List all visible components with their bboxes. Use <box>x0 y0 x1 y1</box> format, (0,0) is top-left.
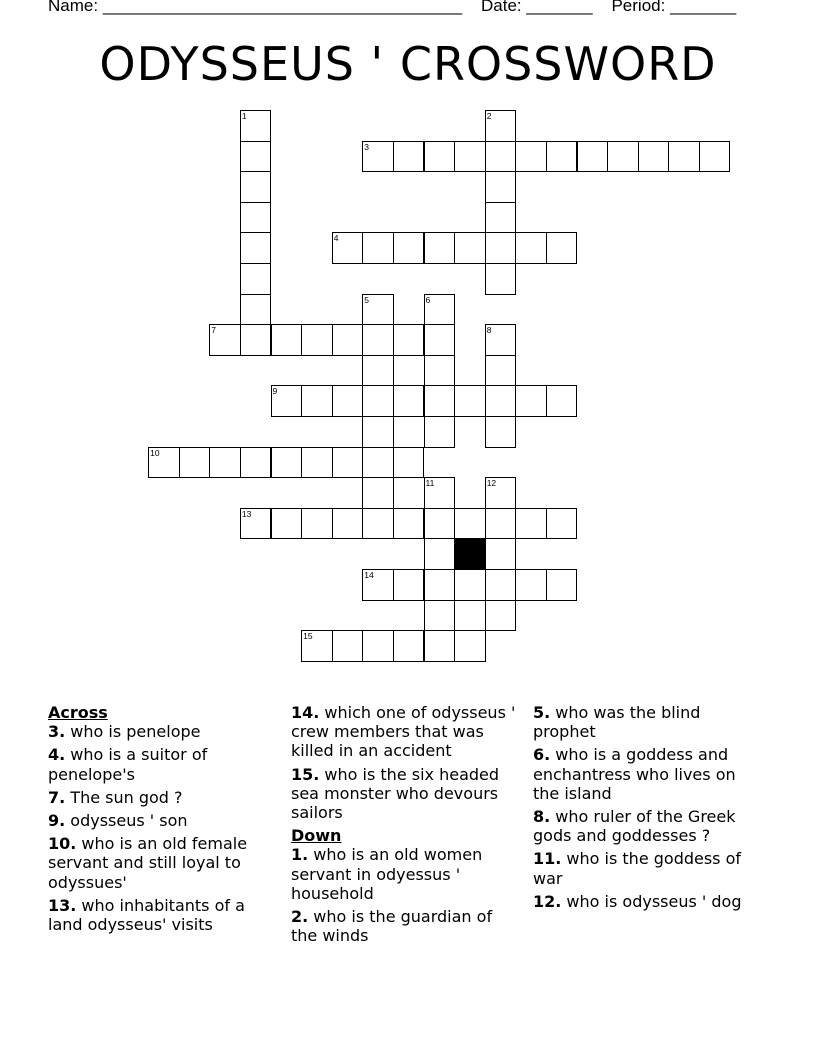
grid-cell[interactable] <box>515 508 547 540</box>
grid-cell[interactable] <box>393 630 425 662</box>
clue-item-text: who is the goddess of war <box>533 849 742 888</box>
clue-item-number: 12. <box>533 891 562 911</box>
grid-cell[interactable] <box>393 141 425 173</box>
grid-cell[interactable] <box>485 600 517 632</box>
grid-cell[interactable] <box>485 202 517 234</box>
grid-cell[interactable] <box>454 385 486 417</box>
grid-cell[interactable] <box>240 202 272 234</box>
clue-item <box>48 788 278 807</box>
grid-cell[interactable] <box>424 141 456 173</box>
grid-cell[interactable] <box>301 324 333 356</box>
clue-item <box>291 845 521 903</box>
clue-item-text: who ruler of the Greek gods and goddesses ? <box>533 807 736 846</box>
clue-item-text: who is penelope <box>65 722 201 742</box>
grid-cell[interactable] <box>240 232 272 264</box>
grid-cell[interactable] <box>485 263 517 295</box>
black-square <box>454 538 486 570</box>
across-clue-list <box>48 722 278 934</box>
clue-item <box>48 811 278 830</box>
clue-item-number: 4. <box>48 745 66 765</box>
grid-cell[interactable] <box>546 508 578 540</box>
clue-item <box>291 703 521 761</box>
name-label: Name: <box>48 0 99 15</box>
grid-cell[interactable] <box>362 324 394 356</box>
clues-column-3 <box>533 703 763 915</box>
grid-cell[interactable] <box>515 569 547 601</box>
grid-cell[interactable] <box>240 263 272 295</box>
grid-cell[interactable] <box>424 477 456 509</box>
page-title: ODYSSEUS ' CROSSWORD <box>99 37 717 91</box>
clue-item <box>48 722 278 741</box>
clue-item <box>533 745 763 803</box>
grid-cell[interactable] <box>362 447 394 479</box>
grid-cell[interactable] <box>638 141 670 173</box>
grid-cell[interactable] <box>362 569 394 601</box>
grid-cell[interactable] <box>362 294 394 326</box>
grid-cell[interactable] <box>424 416 456 448</box>
clue-number: 5 <box>364 294 370 305</box>
grid-cell[interactable] <box>301 508 333 540</box>
clues-column-1 <box>48 703 278 938</box>
clues-column-2 <box>291 703 521 949</box>
grid-cell[interactable] <box>240 324 272 356</box>
grid-cell[interactable] <box>240 171 272 203</box>
clue-item-text: who inhabitants of a land odysseus' visits <box>48 895 245 935</box>
grid-cell[interactable] <box>424 232 456 264</box>
across-heading: Across <box>48 703 108 722</box>
grid-cell[interactable] <box>424 630 456 662</box>
clue-item-number: 13. <box>48 895 77 915</box>
grid-cell[interactable] <box>485 171 517 203</box>
clue-number: 4 <box>333 233 339 244</box>
grid-cell[interactable] <box>515 385 547 417</box>
clue-item <box>533 849 763 887</box>
grid-cell[interactable] <box>393 324 425 356</box>
grid-cell[interactable] <box>240 141 272 173</box>
period-blank[interactable]: _______ <box>670 0 737 15</box>
clue-item-number: 3. <box>48 722 66 742</box>
grid-cell[interactable] <box>332 385 364 417</box>
clue-item-text: which one of odysseus ' crew members that was killed in an accident <box>291 703 516 761</box>
clue-item <box>48 834 278 892</box>
grid-cell[interactable] <box>332 630 364 662</box>
clue-item-number: 9. <box>48 811 66 831</box>
grid-cell[interactable] <box>485 232 517 264</box>
date-label: Date: <box>481 0 522 15</box>
clue-item-text: who is an old women servant in odyessus ' household <box>291 845 483 903</box>
clue-item <box>48 896 278 934</box>
grid-cell[interactable] <box>699 141 731 173</box>
grid-cell[interactable] <box>515 232 547 264</box>
clue-item-number: 11. <box>533 849 562 869</box>
name-blank[interactable]: ______________________________________ <box>102 0 463 15</box>
clue-item-number: 8. <box>533 807 551 827</box>
grid-cell[interactable] <box>240 447 272 479</box>
grid-cell[interactable] <box>577 141 609 173</box>
grid-cell[interactable] <box>485 416 517 448</box>
clue-number: 3 <box>364 141 370 152</box>
down-clue-list-continued <box>533 703 763 911</box>
grid-cell[interactable] <box>362 630 394 662</box>
grid-cell[interactable] <box>424 569 456 601</box>
clue-item-number: 14. <box>291 703 320 722</box>
clue-number: 9 <box>272 386 278 397</box>
grid-cell[interactable] <box>546 385 578 417</box>
grid-cell[interactable] <box>546 569 578 601</box>
grid-cell[interactable] <box>454 630 486 662</box>
grid-cell[interactable] <box>485 141 517 173</box>
down-heading: Down <box>291 826 342 846</box>
clue-number: 15 <box>303 631 313 642</box>
grid-cell[interactable] <box>301 630 333 662</box>
grid-cell[interactable] <box>209 324 241 356</box>
grid-cell[interactable] <box>271 385 303 417</box>
grid-cell[interactable] <box>546 232 578 264</box>
grid-cell[interactable] <box>485 110 517 142</box>
grid-cell[interactable] <box>240 294 272 326</box>
grid-cell[interactable] <box>424 294 456 326</box>
grid-cell[interactable] <box>454 141 486 173</box>
grid-cell[interactable] <box>179 447 211 479</box>
grid-cell[interactable] <box>485 538 517 570</box>
period-label: Period: <box>611 0 666 15</box>
grid-cell[interactable] <box>362 416 394 448</box>
grid-cell[interactable] <box>424 600 456 632</box>
clue-number: 12 <box>486 478 497 489</box>
grid-cell[interactable] <box>515 141 547 173</box>
clue-item <box>291 765 521 823</box>
clue-item-number: 7. <box>48 787 66 807</box>
grid-cell[interactable] <box>485 477 517 509</box>
clue-item-text: who is a suitor of penelope's <box>48 745 208 784</box>
clue-item <box>533 807 763 845</box>
grid-cell[interactable] <box>362 385 394 417</box>
clue-item-number: 6. <box>533 745 551 765</box>
grid-cell[interactable] <box>362 141 394 173</box>
down-clue-list <box>291 845 521 945</box>
grid-cell[interactable] <box>362 355 394 387</box>
across-clue-list-continued <box>291 703 521 822</box>
grid-cell[interactable] <box>271 324 303 356</box>
clue-number: 10 <box>150 447 160 458</box>
grid-cell[interactable] <box>362 232 394 264</box>
clue-item-number: 10. <box>48 834 77 854</box>
grid-cell[interactable] <box>424 385 456 417</box>
grid-cell[interactable] <box>454 569 486 601</box>
grid-cell[interactable] <box>240 110 272 142</box>
clue-item-number: 2. <box>291 907 309 927</box>
grid-cell[interactable] <box>332 324 364 356</box>
clue-number: 8 <box>486 325 492 336</box>
clue-number: 2 <box>486 111 492 121</box>
clue-item-number: 1. <box>291 845 309 865</box>
clue-item-text: who is the guardian of the winds <box>291 907 493 946</box>
clue-number: 13 <box>241 508 252 519</box>
clue-number: 1 <box>241 111 247 121</box>
grid-cell[interactable] <box>271 447 303 479</box>
clue-item <box>291 907 521 945</box>
grid-cell[interactable] <box>332 508 364 540</box>
grid-cell[interactable] <box>485 355 517 387</box>
clue-item <box>533 892 763 911</box>
grid-cell[interactable] <box>454 508 486 540</box>
clue-number: 6 <box>425 294 431 305</box>
clue-number: 14 <box>364 570 374 580</box>
grid-cell[interactable] <box>301 385 333 417</box>
clue-item-number: 15. <box>291 764 320 784</box>
clue-item-text: odysseus ' son <box>65 811 188 831</box>
grid-cell[interactable] <box>301 447 333 479</box>
grid-cell[interactable] <box>271 508 303 540</box>
clue-item-text: who was the blind prophet <box>533 703 701 742</box>
grid-cell[interactable] <box>332 447 364 479</box>
clue-item-text: The sun god ? <box>65 787 183 807</box>
grid-cell[interactable] <box>393 385 425 417</box>
clue-item-text: who is the six headed sea monster who devours sailors <box>291 764 500 823</box>
grid-cell[interactable] <box>393 232 425 264</box>
clue-item <box>48 745 278 783</box>
clue-number: 7 <box>211 325 217 336</box>
grid-cell[interactable] <box>424 508 456 540</box>
grid-cell[interactable] <box>485 569 517 601</box>
grid-cell[interactable] <box>148 447 180 479</box>
clue-item-text: who is odysseus ' dog <box>561 891 742 911</box>
clue-number: 11 <box>425 478 435 489</box>
grid-cell[interactable] <box>607 141 639 173</box>
grid-cell[interactable] <box>362 508 394 540</box>
grid-cell[interactable] <box>209 447 241 479</box>
date-blank[interactable]: _______ <box>526 0 593 15</box>
clue-item-text: who is a goddess and enchantress who lives on the island <box>533 745 736 803</box>
grid-cell[interactable] <box>424 355 456 387</box>
grid-cell[interactable] <box>668 141 700 173</box>
grid-cell[interactable] <box>240 508 272 540</box>
grid-cell[interactable] <box>393 447 425 479</box>
grid-cell[interactable] <box>485 508 517 540</box>
grid-cell[interactable] <box>362 477 394 509</box>
grid-cell[interactable] <box>424 324 456 356</box>
clue-item-text: who is an old female servant and still loyal to odyssues' <box>48 834 248 892</box>
grid-cell[interactable] <box>393 569 425 601</box>
grid-cell[interactable] <box>485 324 517 356</box>
grid-cell[interactable] <box>424 538 456 570</box>
grid-cell[interactable] <box>332 232 364 264</box>
clue-item-number: 5. <box>533 703 551 722</box>
grid-cell[interactable] <box>393 508 425 540</box>
clue-item <box>533 703 763 741</box>
grid-cell[interactable] <box>546 141 578 173</box>
grid-cell[interactable] <box>485 385 517 417</box>
grid-cell[interactable] <box>454 232 486 264</box>
